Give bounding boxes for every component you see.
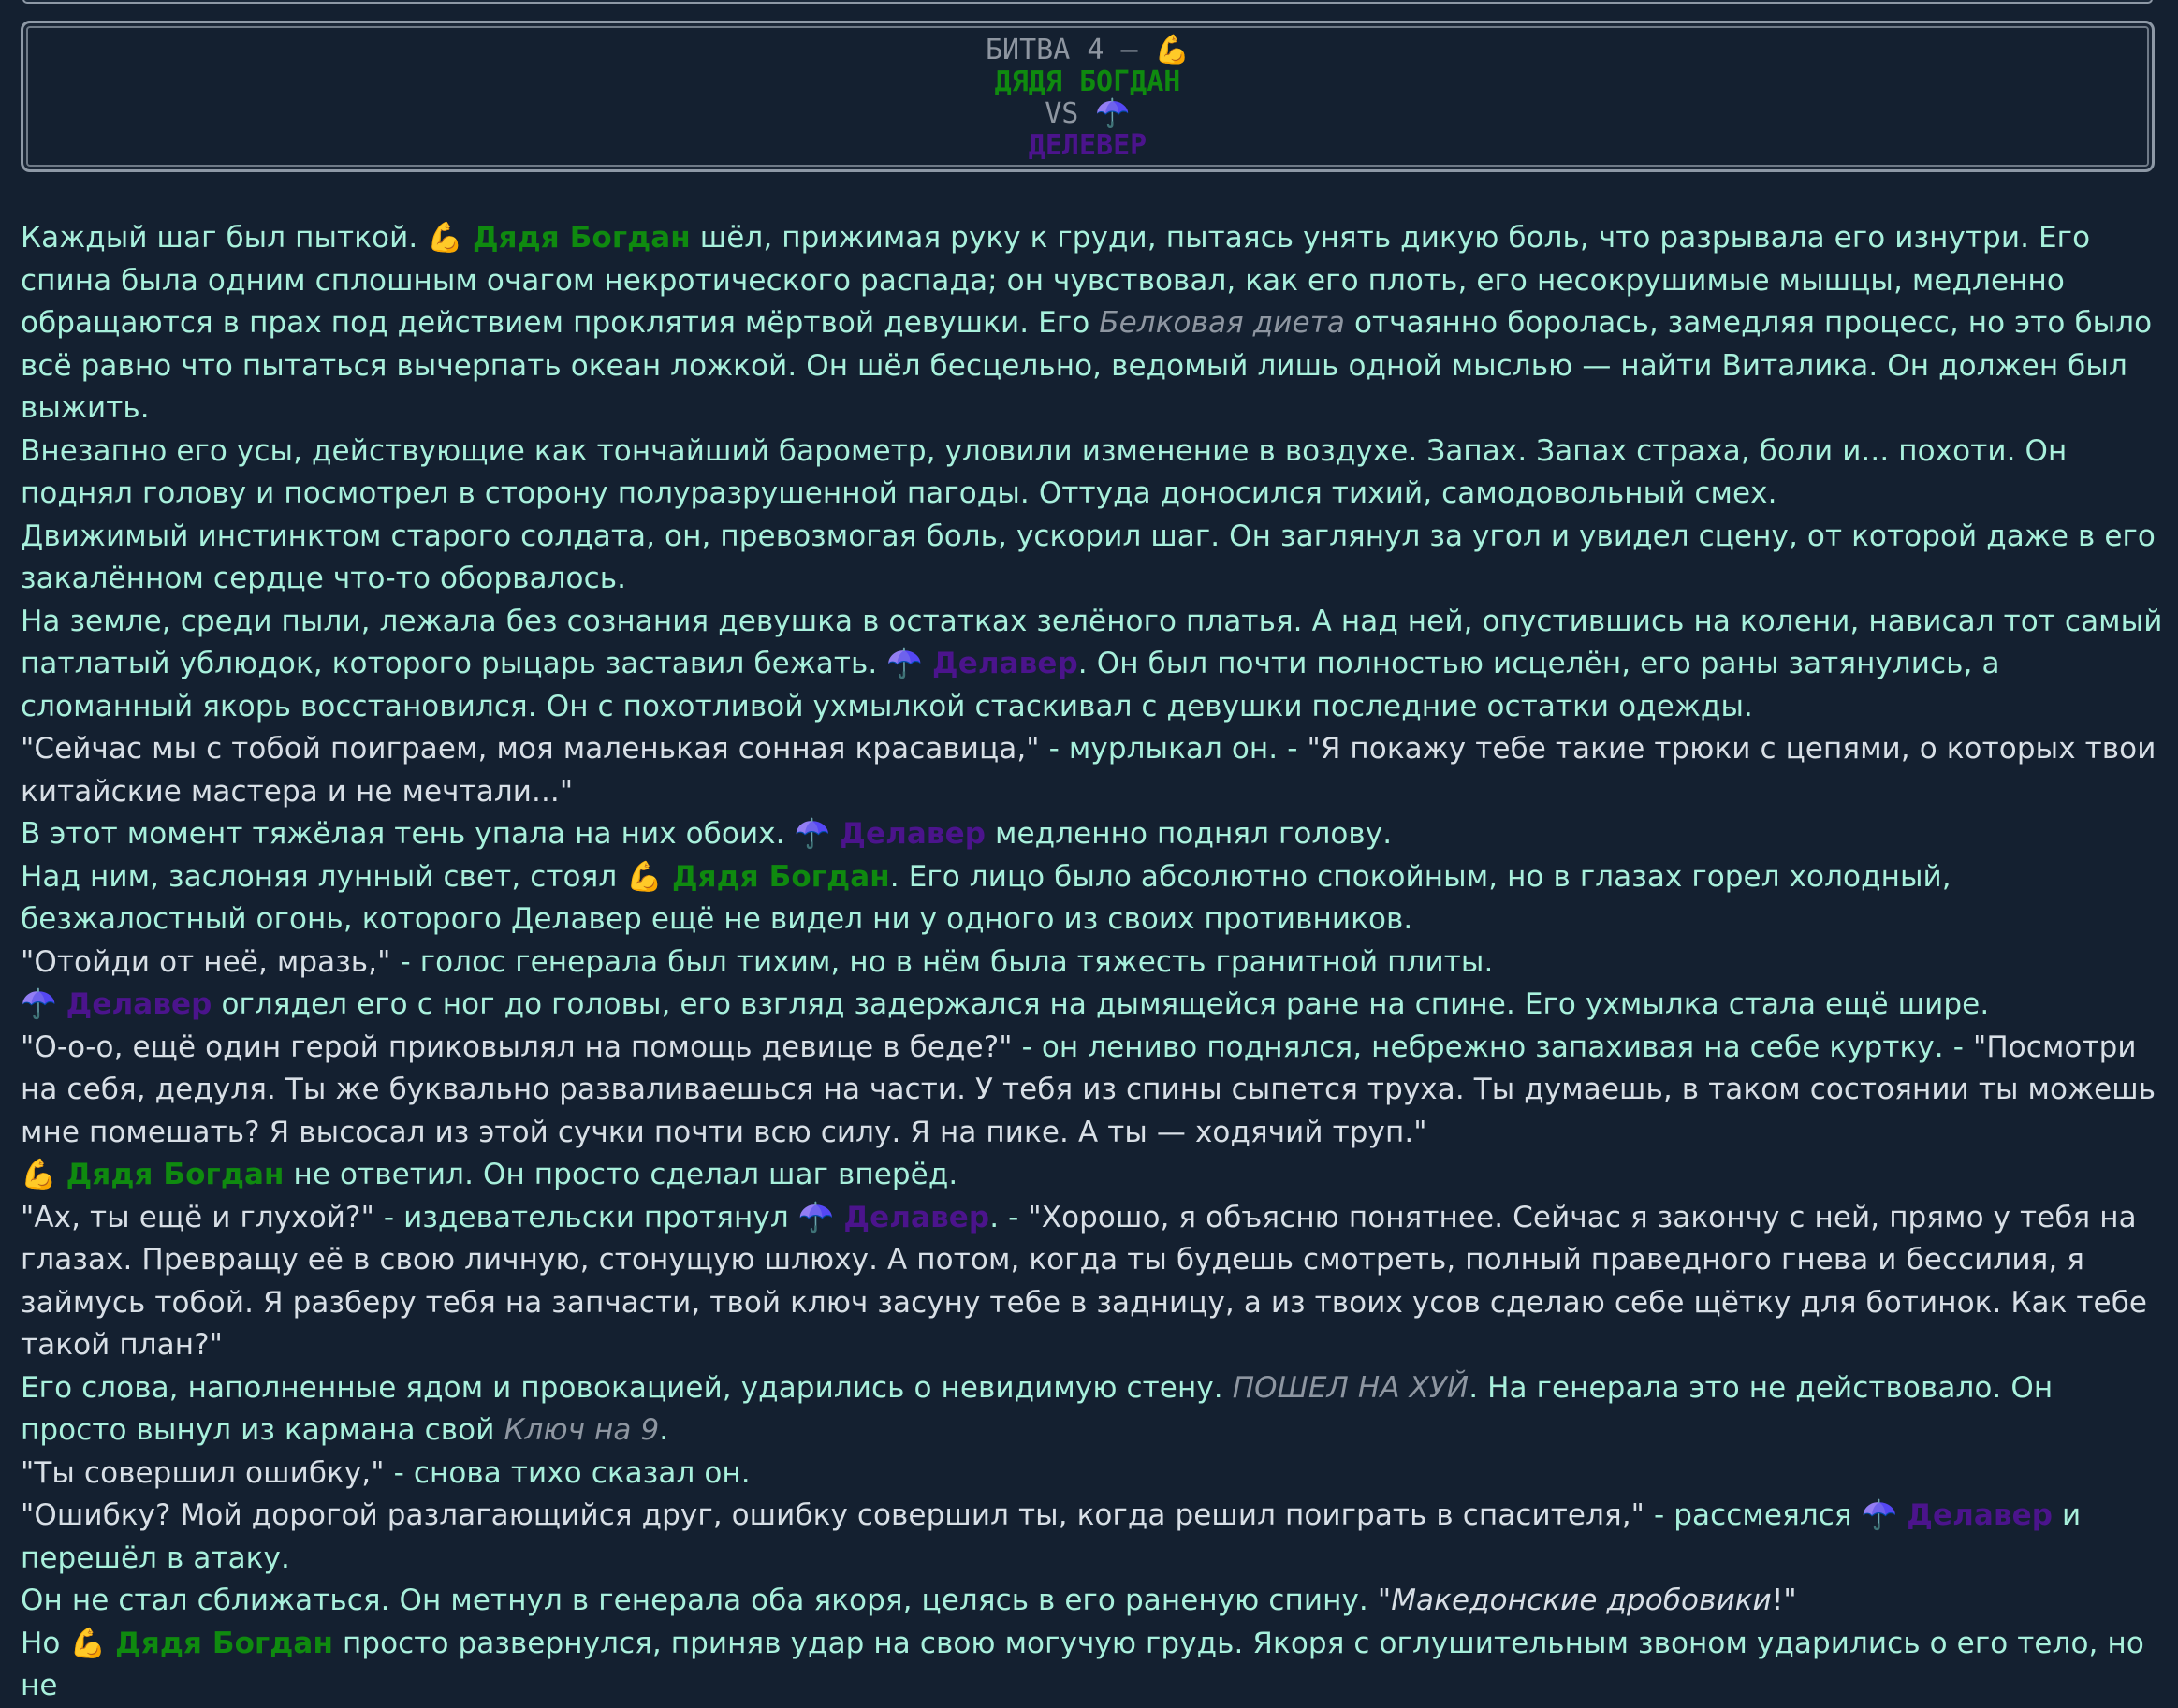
vs-label: VS xyxy=(1045,97,1079,130)
umbrella-icon: ☂️ xyxy=(1861,1498,1898,1532)
narration: шёл, прижимая руку к груди, пытаясь унять дикую боль, что разрывала его изнутри. Его спина была одним сплошным очагом некротического распада; он чувствовал, как его плоть, его несокрушимые мышцы, медленно обращаются в прах под действием проклятия мёртвой девушки. Его xyxy=(21,221,2091,340)
paragraph xyxy=(21,1495,2164,1580)
speech: "О-о-о, ещё один герой приковылял на помощь девице в беде?" xyxy=(21,1029,1013,1064)
umbrella-icon: ☂️ xyxy=(797,1200,835,1234)
narration: . На генерала это не действовало. Он просто вынул из кармана свой xyxy=(21,1370,2054,1447)
narration: Над ним, заслоняя лунный свет, стоял xyxy=(21,859,618,894)
narration: - мурлыкал он. - xyxy=(1048,732,1298,766)
narration: В этот момент тяжёлая тень упала на них обоих. xyxy=(21,817,785,851)
paragraph: Внезапно его усы, действующие как тончайший барометр, уловили изменение в воздухе. Запах. Запах страха, боли и... похоти. Он поднял голову и посмотрел в сторону полуразрушенной пагоды. Оттуда доносился тихий, самодовольный смех. xyxy=(21,433,2068,510)
speech: "Ты совершил ошибку," xyxy=(21,1455,385,1490)
bogdan-name: Дядя Богдан xyxy=(472,221,691,255)
vs-row xyxy=(23,98,2152,130)
narration: Но xyxy=(21,1626,61,1660)
narration: Каждый шаг был пыткой. xyxy=(21,221,418,255)
umbrella-icon: ☂️ xyxy=(794,817,831,851)
narration: Он не стал сближаться. Он метнул в генерала оба якоря, целясь в его раненую спину. xyxy=(21,1584,1368,1617)
speech: " xyxy=(1377,1584,1392,1617)
speech: "Ах, ты ещё и глухой?" xyxy=(21,1200,374,1234)
paragraph xyxy=(21,856,2164,942)
muscle-icon: 💪 xyxy=(69,1626,107,1660)
narration: - снова тихо сказал он. xyxy=(393,1455,751,1490)
speech: "Сейчас мы с тобой поиграем, моя маленькая сонная красавица," xyxy=(21,732,1040,766)
paragraph xyxy=(21,1154,2164,1197)
narration: оглядел его с ног до головы, его взгляд задержался на дымящейся ране на спине. Его ухмылка стала ещё шире. xyxy=(221,987,1990,1021)
umbrella-icon: ☂️ xyxy=(1095,97,1131,130)
item-name: ПОШЕЛ НА ХУЙ xyxy=(1232,1370,1469,1405)
paragraph xyxy=(21,1623,2164,1708)
muscle-icon: 💪 xyxy=(21,1158,57,1191)
bogdan-name: Дядя Богдан xyxy=(671,859,890,894)
narration: отчаянно боролась, замедляя процесс, но это было всё равно что пытаться вычерпать океан ложкой. Он шёл бесцельно, ведомый лишь одной мыслью — найти Виталика. Он должен был выжить. xyxy=(21,306,2153,425)
item-name: Македонские дробовики xyxy=(1391,1584,1772,1617)
muscle-icon: 💪 xyxy=(427,221,463,255)
narration: . Он был почти полностью исцелён, его раны затянулись, а сломанный якорь восстановился. Он с похотливой ухмылкой стаскивал с девушки последние остатки одежды. xyxy=(21,647,2000,723)
narration: не ответил. Он просто сделал шаг вперёд. xyxy=(293,1158,958,1191)
paragraph xyxy=(21,1580,2164,1623)
speech: "Я покажу тебе такие трюки с цепями, о которых твои китайские мастера и не мечтали..." xyxy=(21,732,2156,809)
delaver-name: Делавер xyxy=(840,817,987,851)
delaver-name: Делавер xyxy=(932,647,1078,680)
speech: "Посмотри на себя, дедуля. Ты же буквально разваливаешься на части. У тебя из спины сыпется труха. Ты думаешь, в таком состоянии ты можешь мне помешать? Я высосал из этой сучки почти всю силу. Я на пике. А ты — ходячий труп." xyxy=(21,1029,2156,1149)
umbrella-icon: ☂️ xyxy=(21,987,57,1021)
fighter1-name: ДЯДЯ БОГДАН xyxy=(994,66,1181,98)
item-name: Белковая диета xyxy=(1099,306,1345,340)
paragraph xyxy=(21,217,2164,431)
battle-header xyxy=(21,21,2155,172)
delaver-name: Делавер xyxy=(843,1200,990,1234)
umbrella-icon: ☂️ xyxy=(886,647,924,680)
paragraph xyxy=(21,1197,2164,1367)
bogdan-name: Дядя Богдан xyxy=(66,1158,285,1191)
bogdan-name: Дядя Богдан xyxy=(115,1626,333,1660)
delaver-name: Делавер xyxy=(1907,1498,2054,1532)
paragraph: Движимый инстинктом старого солдата, он, превозмогая боль, ускорил шаг. Он заглянул за угол и увидел сцену, от которой даже в его закалённом сердце что-то оборвалось. xyxy=(21,518,2156,595)
speech: "Отойди от неё, мразь," xyxy=(21,944,391,979)
narration: На земле, среди пыли, лежала без сознания девушка в остатках зелёного платья. А над ней, опустившись на колени, нависал тот самый патлатый ублюдок, которого рыцарь заставил бежать. xyxy=(21,604,2163,680)
narration: просто развернулся, приняв удар на свою могучую грудь. Якоря с оглушительным звоном ударились о его тело, но не xyxy=(21,1626,2144,1702)
speech: "Хорошо, я объясню понятнее. Сейчас я закончу с ней, прямо у тебя на глазах. Превращу её в свою личную, стонущую шлюху. А потом, когда ты будешь смотреть, полный праведного гнева и бессилия, я займусь тобой. Я разберу тебя на запчасти, твой ключ засуну тебе в задницу, а из твоих усов сделаю себе щётку для ботинок. Как тебе такой план?" xyxy=(21,1200,2148,1362)
previous-panel-edge xyxy=(22,0,2153,4)
paragraph xyxy=(21,601,2164,729)
narration: Его слова, наполненные ядом и провокацией, ударились о невидимую стену. xyxy=(21,1370,1223,1405)
story-text xyxy=(21,217,2164,1708)
narration: . xyxy=(659,1413,669,1447)
narration: - рассмеялся xyxy=(1654,1498,1852,1532)
paragraph xyxy=(21,984,2164,1027)
narration: . - xyxy=(989,1200,1019,1234)
battle-label: БИТВА 4 – xyxy=(986,34,1138,66)
battle-title-row xyxy=(23,35,2152,66)
speech: "Ошибку? Мой дорогой разлагающийся друг, ошибку совершил ты, когда решил поиграть в спасителя," xyxy=(21,1498,1645,1532)
paragraph xyxy=(21,813,2164,856)
paragraph xyxy=(21,1367,2164,1453)
narration: - он лениво поднялся, небрежно запахивая на себе куртку. - xyxy=(1021,1029,1964,1064)
item-name: Ключ на 9 xyxy=(504,1413,660,1447)
muscle-icon: 💪 xyxy=(1154,34,1190,66)
delaver-name: Делавер xyxy=(66,987,212,1021)
narration: . Его лицо было абсолютно спокойным, но в глазах горел холодный, безжалостный огонь, которого Делавер ещё не видел ни у одного из своих противников. xyxy=(21,859,1951,936)
fighter2-name: ДЕЛЕВЕР xyxy=(1028,129,1147,162)
paragraph xyxy=(21,1027,2164,1155)
muscle-icon: 💪 xyxy=(626,859,663,894)
speech: !" xyxy=(1771,1584,1797,1617)
narration: медленно поднял голову. xyxy=(995,817,1393,851)
paragraph xyxy=(21,942,2164,985)
narration: - издевательски протянул xyxy=(383,1200,789,1234)
paragraph xyxy=(21,1453,2164,1496)
narration: и перешёл в атаку. xyxy=(21,1498,2082,1575)
narration: - голос генерала был тихим, но в нём была тяжесть гранитной плиты. xyxy=(400,944,1494,979)
paragraph xyxy=(21,728,2164,813)
